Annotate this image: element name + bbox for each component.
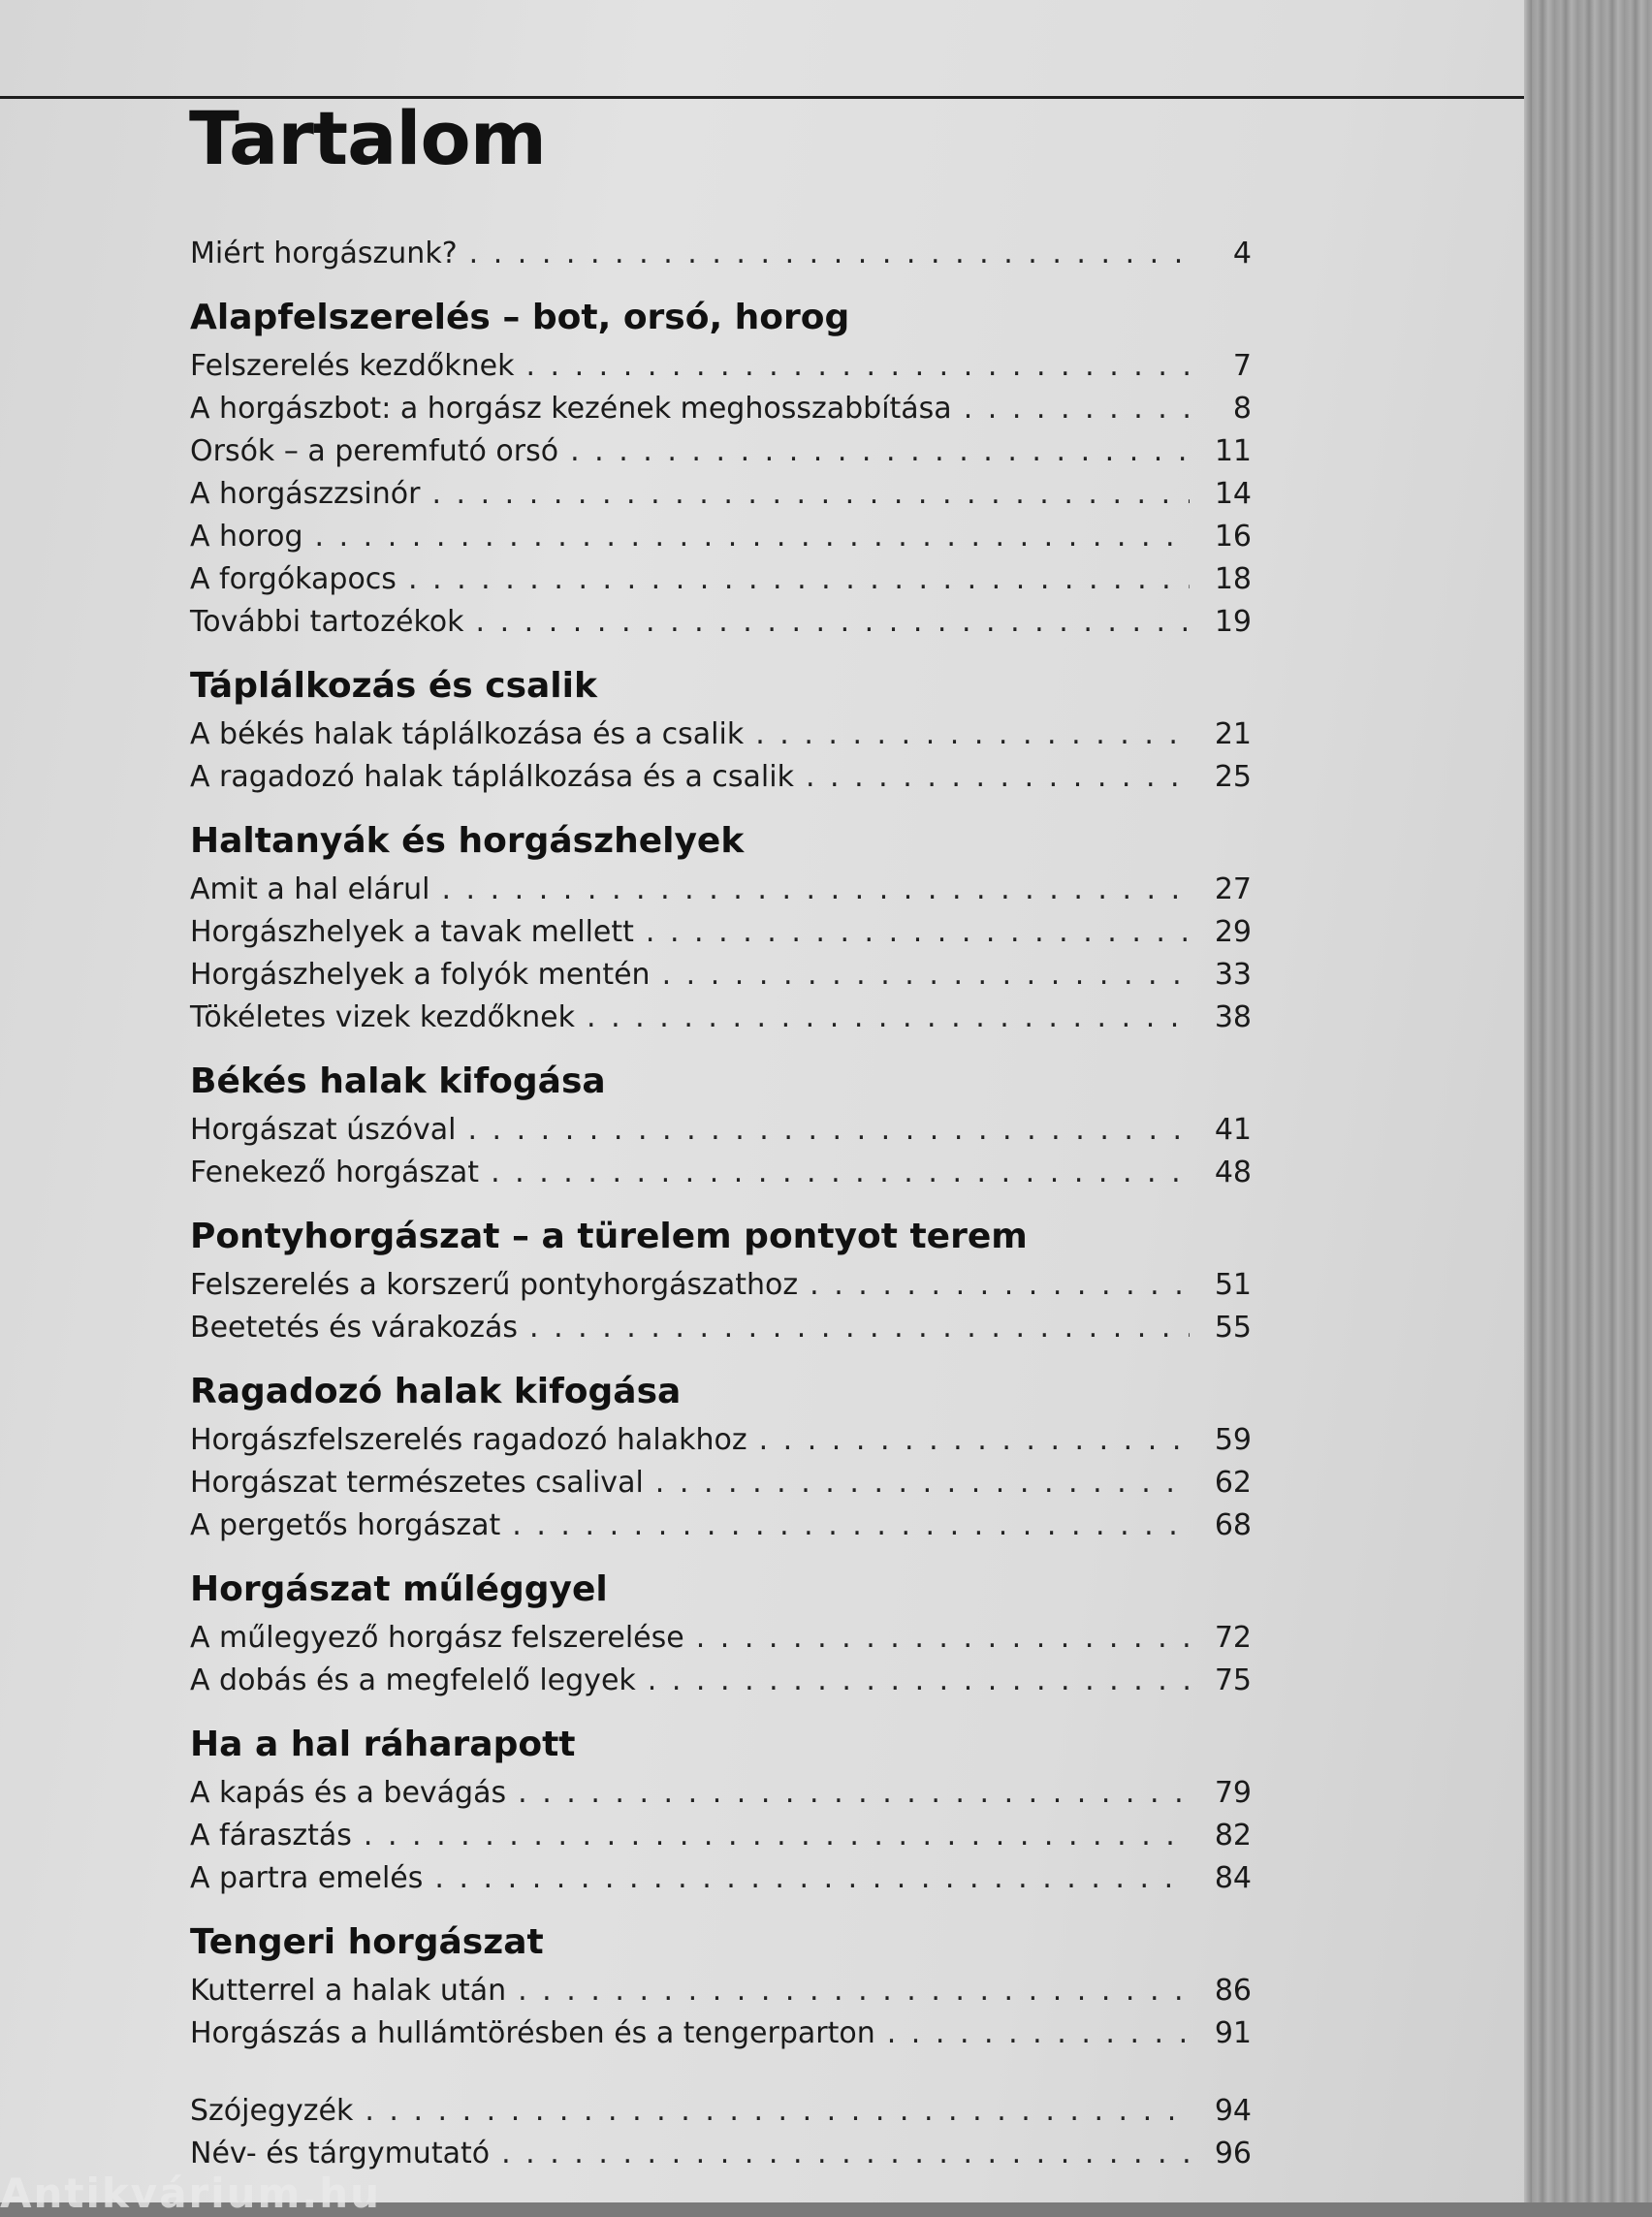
toc-entry [190,1462,1252,1504]
toc-section [190,814,1252,1039]
toc-entry [190,1109,1252,1152]
toc-entry-page: 11 [1214,434,1252,468]
toc-entry-page: 41 [1214,1113,1252,1147]
toc-entry-label: További tartozékok [190,605,464,639]
toc-entry-page: 29 [1214,915,1252,949]
toc-entry-page: 72 [1214,1621,1252,1655]
section-heading: Alapfelszerelés – bot, orsó, horog [190,298,850,337]
dot-leader [408,558,1190,601]
dot-leader [469,233,1190,275]
dot-leader [646,911,1190,954]
toc-entry [190,473,1252,516]
toc-entry-label: A forgókapocs [190,562,397,596]
dot-leader [434,1857,1190,1900]
section-heading: Pontyhorgászat – a türelem pontyot terem [190,1217,1028,1256]
toc-entry-label: Horgászat úszóval [190,1113,457,1147]
toc-entry-intro [190,233,1252,275]
dot-leader [964,388,1190,430]
toc-entry [190,869,1252,911]
toc-entry-page: 14 [1214,477,1252,511]
toc-entry-page: 38 [1214,1000,1252,1034]
toc-entry [190,1264,1252,1307]
toc-entry [190,2012,1252,2055]
toc-section [190,1210,1252,1349]
toc-entry-label: A műlegyező horgász felszerelése [190,1621,684,1655]
toc-entry-page: 51 [1214,1268,1252,1302]
toc-entry-label: Horgászhelyek a tavak mellett [190,915,634,949]
toc-entry [190,756,1252,799]
table-of-contents [190,233,1252,2175]
toc-entry-page: 55 [1214,1311,1252,1345]
toc-entry [190,1772,1252,1815]
dot-leader [755,713,1190,756]
section-heading: Ragadozó halak kifogása [190,1372,682,1411]
toc-entry [190,1307,1252,1349]
toc-entry-page: 16 [1214,520,1252,554]
toc-entry-label: A horgászzsinór [190,477,421,511]
toc-entry-label: Orsók – a peremfutó orsó [190,434,559,468]
toc-entry-label: A partra emelés [190,1861,424,1895]
toc-entry-label: A horgászbot: a horgász kezének meghosszabbítása [190,392,952,426]
toc-entry-page: 84 [1214,1861,1252,1895]
dot-leader [501,2133,1190,2175]
dot-leader [431,473,1190,516]
toc-entry-label: Horgászhelyek a folyók mentén [190,958,651,992]
page-title: Tartalom [189,95,546,181]
dot-leader [655,1462,1190,1504]
toc-entry [190,1419,1252,1462]
toc-entry-page: 79 [1214,1776,1252,1810]
toc-entry [190,1504,1252,1547]
toc-entry-page: 21 [1214,717,1252,751]
toc-entry-page: 86 [1214,1974,1252,2008]
toc-entry-page: 33 [1214,958,1252,992]
dot-leader [476,601,1190,644]
toc-entry [190,388,1252,430]
toc-entry-page: 18 [1214,562,1252,596]
dot-leader [518,1970,1190,2012]
section-heading: Táplálkozás és csalik [190,666,597,706]
toc-entry-page: 7 [1232,349,1252,383]
dot-leader [525,345,1190,388]
toc-entry-label: Szójegyzék [190,2094,354,2128]
toc-entry-page: 8 [1232,392,1252,426]
wood-background [1532,0,1652,2202]
toc-entry [190,1152,1252,1194]
toc-entry-page: 59 [1214,1423,1252,1457]
toc-section [190,1718,1252,1900]
toc-entry [190,713,1252,756]
section-heading: Haltanyák és horgászhelyek [190,821,745,861]
toc-entry [190,516,1252,558]
toc-entry-page: 19 [1214,605,1252,639]
toc-entry-label: Horgászat természetes csalival [190,1466,644,1500]
dot-leader [529,1307,1190,1349]
toc-entry-glossary [190,2090,1252,2133]
section-heading: Tengeri horgászat [190,1922,544,1962]
appendix-spacer [190,2055,1252,2090]
watermark: Antikvárium.hu [0,2169,382,2217]
toc-entry-label: Horgászás a hullámtörésben és a tengerparton [190,2016,875,2050]
toc-entry-label: Amit a hal elárul [190,872,430,906]
toc-entry [190,1660,1252,1702]
toc-entry-label: A horog [190,520,303,554]
dot-leader [518,1772,1190,1815]
toc-entry [190,430,1252,473]
toc-entry [190,345,1252,388]
toc-section [190,659,1252,799]
dot-leader [364,1815,1190,1857]
toc-entry-label: Felszerelés a korszerű pontyhorgászathoz [190,1268,799,1302]
dot-leader [662,954,1190,997]
toc-entry [190,954,1252,997]
dot-leader [810,1264,1190,1307]
toc-entry-label: Horgászfelszerelés ragadozó halakhoz [190,1423,747,1457]
toc-entry [190,1815,1252,1857]
toc-entry-label: Kutterrel a halak után [190,1974,507,2008]
toc-entry-page: 27 [1214,872,1252,906]
toc-section [190,1365,1252,1547]
toc-entry-label: A fárasztás [190,1819,352,1853]
toc-entry-label: A kapás és a bevágás [190,1776,507,1810]
toc-entry-label: A békés halak táplálkozása és a csalik [190,717,745,751]
toc-entry-page: 68 [1214,1508,1252,1542]
toc-entry [190,1970,1252,2012]
toc-entry [190,911,1252,954]
toc-entry-page: 94 [1214,2094,1252,2128]
section-heading: Horgászat műléggyel [190,1569,608,1609]
toc-entry-page: 25 [1214,760,1252,794]
toc-entry-page: 75 [1214,1663,1252,1697]
section-heading: Ha a hal ráharapott [190,1725,576,1764]
toc-entry [190,558,1252,601]
toc-entry-label: A pergetős horgászat [190,1508,501,1542]
dot-leader [587,997,1190,1039]
dot-leader [491,1152,1190,1194]
dot-leader [512,1504,1190,1547]
dot-leader [467,1109,1190,1152]
toc-entry-page: 91 [1214,2016,1252,2050]
toc-entry-page: 82 [1214,1819,1252,1853]
toc-entry [190,1857,1252,1900]
toc-section [190,291,1252,644]
dot-leader [696,1617,1190,1660]
dot-leader [806,756,1190,799]
toc-entry-label: A ragadozó halak táplálkozása és a csalik [190,760,794,794]
toc-entry-label: Fenekező horgászat [190,1156,480,1189]
dot-leader [759,1419,1190,1462]
toc-entry [190,601,1252,644]
toc-entry-page: 48 [1214,1156,1252,1189]
dot-leader [441,869,1190,911]
toc-section [190,1055,1252,1194]
toc-section [190,1563,1252,1702]
toc-entry-label: Miért horgászunk? [190,237,458,270]
toc-entry-label: Felszerelés kezdőknek [190,349,515,383]
toc-entry-page: 4 [1232,237,1252,270]
toc-entry-page: 96 [1214,2137,1252,2170]
toc-entry [190,997,1252,1039]
toc-entry-label: A dobás és a megfelelő legyek [190,1663,636,1697]
toc-entry-label: Név- és tárgymutató [190,2137,491,2170]
dot-leader [365,2090,1190,2133]
dot-leader [887,2012,1190,2055]
section-heading: Békés halak kifogása [190,1061,606,1101]
toc-entry [190,1617,1252,1660]
dot-leader [648,1660,1190,1702]
toc-section [190,1916,1252,2055]
dot-leader [315,516,1191,558]
toc-entry-page: 62 [1214,1466,1252,1500]
dot-leader [570,430,1190,473]
toc-entry-label: Beetetés és várakozás [190,1311,518,1345]
toc-entry-label: Tökéletes vizek kezdőknek [190,1000,576,1034]
